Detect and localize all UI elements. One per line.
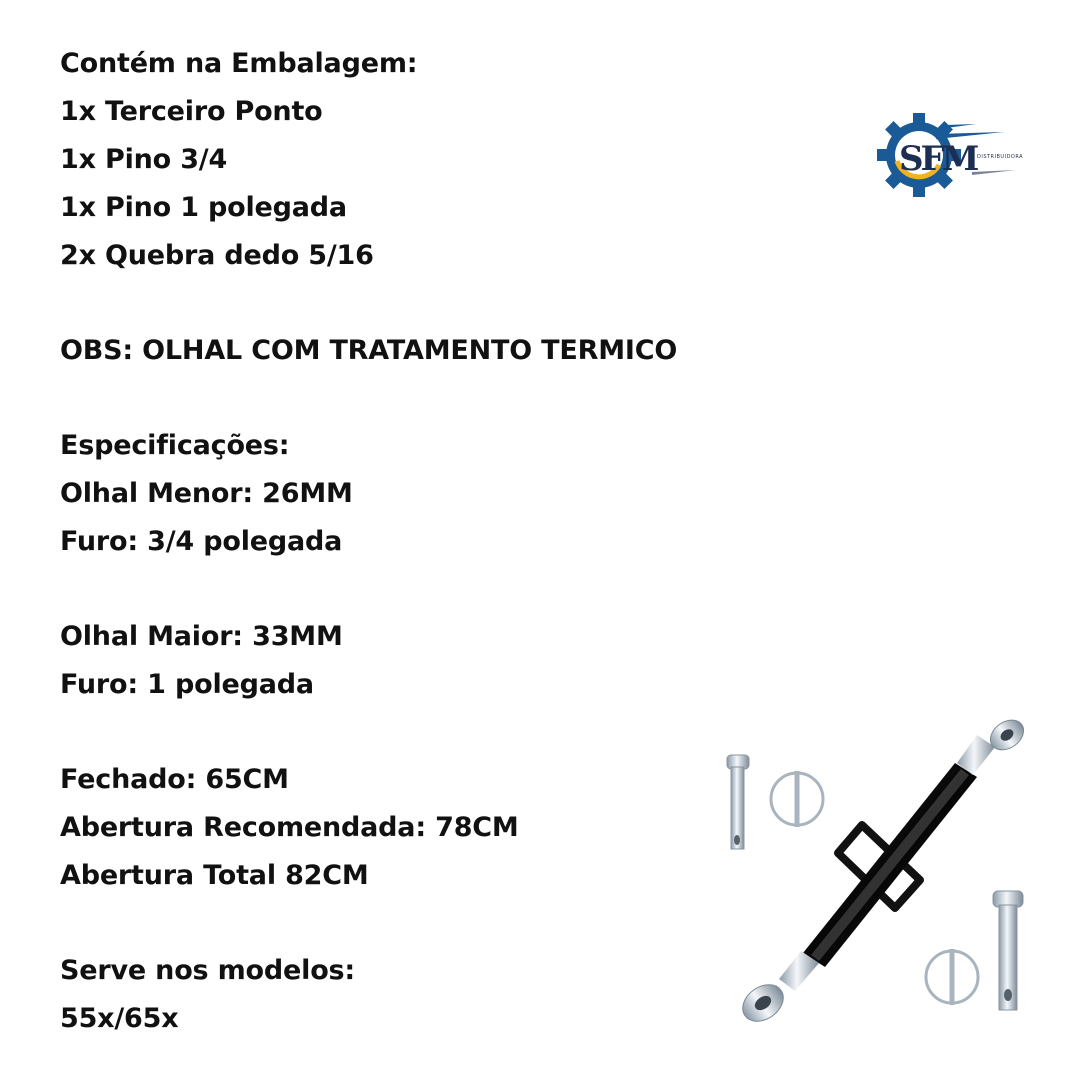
- contents-item: 1x Pino 1 polegada: [60, 192, 347, 223]
- contents-heading: Contém na Embalagem:: [60, 48, 418, 79]
- spec-small-eye: Olhal Menor: 26MM: [60, 478, 353, 509]
- pin-small: [727, 755, 749, 849]
- models-list: 55x/65x: [60, 1003, 179, 1034]
- spec-small-hole: Furo: 3/4 polegada: [60, 526, 343, 557]
- linch-pin-right: [926, 949, 978, 1005]
- specs-heading: Especificações:: [60, 430, 290, 461]
- spec-large-hole: Furo: 1 polegada: [60, 669, 314, 700]
- contents-item: 1x Terceiro Ponto: [60, 96, 323, 127]
- logo-subtext: DISTRIBUIDORA: [977, 154, 1024, 160]
- pin-large: [993, 891, 1023, 1010]
- spec-closed: Fechado: 65CM: [60, 764, 289, 795]
- contents-item: 1x Pino 3/4: [60, 144, 228, 175]
- description-text: [60, 40, 760, 1043]
- spec-large-eye: Olhal Maior: 33MM: [60, 621, 343, 652]
- observation-note: OBS: OLHAL COM TRATAMENTO TERMICO: [60, 335, 678, 366]
- top-link-kit-icon: [715, 705, 1045, 1035]
- models-heading: Serve nos modelos:: [60, 955, 356, 986]
- product-image: [715, 705, 1045, 1035]
- spec-recommended-opening: Abertura Recomendada: 78CM: [60, 812, 519, 843]
- logo-text: SFM: [899, 139, 977, 179]
- linch-pin-left: [771, 771, 823, 827]
- top-link: [736, 714, 1029, 1029]
- spec-total-opening: Abertura Total 82CM: [60, 860, 369, 891]
- contents-item: 2x Quebra dedo 5/16: [60, 240, 374, 271]
- gear-icon: [876, 112, 1026, 198]
- sfm-logo: [876, 112, 1026, 198]
